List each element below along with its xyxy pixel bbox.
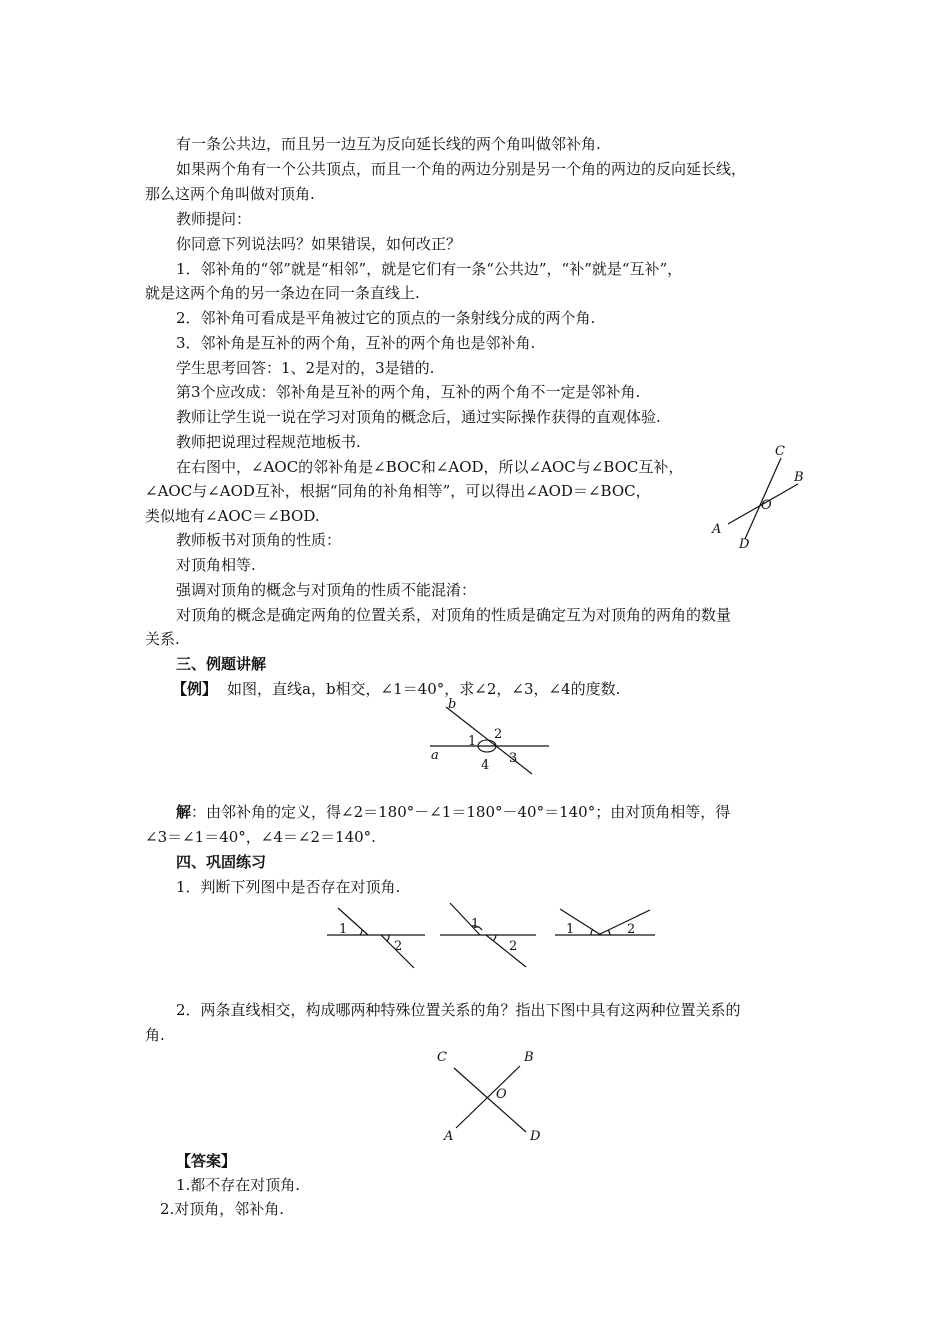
example-tag: 【例】 (172, 680, 218, 698)
slant-line-2 (598, 910, 650, 935)
text-line: 教师提问： (176, 210, 252, 228)
label-a: a (431, 748, 439, 763)
text-line: 教师板书对顶角的性质： (176, 531, 342, 549)
angle-4-label: 4 (481, 758, 490, 773)
text-line: 2．邻补角可看成是平角被过它的顶点的一条射线分成的两个角. (176, 309, 596, 327)
text-line: ∠AOC与∠AOD互补，根据“同角的补角相等”，可以得出∠AOD＝∠BOC， (145, 482, 651, 500)
angle-1-label: 1 (339, 922, 348, 937)
label-a: A (444, 1129, 454, 1144)
solution-text: ：由邻补角的定义，得∠2＝180°－∠1＝180°－40°＝140°；由对顶角相等，得 (191, 803, 731, 821)
angle-2-label: 2 (494, 727, 503, 742)
angle-1-label: 1 (468, 734, 477, 749)
text-line: 那么这两个角叫做对顶角. (145, 185, 315, 203)
solution-tag: 解 (176, 803, 192, 821)
angle-3-label: 3 (509, 751, 518, 766)
angle-1-label: 1 (471, 917, 480, 932)
angle-2-label: 2 (509, 939, 518, 954)
question-line: 2．两条直线相交，构成哪两种特殊位置关系的角？指出下图中具有这两种位置关系的 (176, 1001, 741, 1019)
label-b: B (524, 1050, 534, 1065)
text-line: 3．邻补角是互补的两个角，互补的两个角也是邻补角. (176, 334, 536, 352)
text-line: 强调对顶角的概念与对顶角的性质不能混淆： (176, 581, 477, 599)
label-c: C (775, 444, 785, 459)
question-line: 1．判断下列图中是否存在对顶角. (176, 878, 401, 896)
figure-intersecting-lines-1 (700, 440, 815, 550)
text-line: 有一条公共边，而且另一边互为反向延长线的两个角叫做邻补角. (176, 135, 601, 153)
text-line: 关系. (145, 630, 180, 648)
answer-line: 2.对顶角，邻补角. (160, 1200, 285, 1218)
solution-line (176, 802, 730, 822)
figure-example-angles (425, 697, 555, 779)
section-heading: 四、巩固练习 (176, 853, 267, 871)
line-cd (454, 1068, 526, 1132)
text-line: 第3个应改成：邻补角是互补的两个角，互补的两个角不一定是邻补角. (176, 383, 641, 401)
figure-exercise-2 (432, 1044, 550, 1150)
figure-exercise-1a (325, 900, 430, 972)
angle-arc-1 (360, 930, 362, 935)
text-line: 在右图中，∠AOC的邻补角是∠BOC和∠AOD，所以∠AOC与∠BOC互补， (176, 458, 684, 476)
angle-arc-2 (493, 935, 496, 941)
text-line: 对顶角相等. (176, 556, 256, 574)
slant-line-2 (486, 935, 526, 967)
example-line (172, 679, 620, 699)
text-line: 类似地有∠AOC＝∠BOD. (145, 507, 320, 525)
example-text: 如图，直线a，b相交，∠1＝40°，求∠2，∠3，∠4的度数. (227, 680, 621, 698)
label-c: C (437, 1050, 447, 1065)
question-line: 角. (145, 1026, 165, 1044)
angle-arc-1 (591, 929, 593, 935)
text-line: 你同意下列说法吗？如果错误，如何改正？ (176, 235, 462, 253)
angle-arc-2 (387, 935, 389, 941)
angle-1-label: 1 (566, 922, 575, 937)
angle-2-label: 2 (394, 939, 403, 954)
answer-line: 1.都不存在对顶角. (176, 1176, 301, 1194)
label-b: B (794, 470, 804, 485)
text-line: 教师把说理过程规范地板书. (176, 433, 361, 451)
label-o: O (496, 1087, 507, 1102)
figure-exercise-1b (438, 900, 543, 972)
angle-arc-2 (608, 930, 610, 935)
angle-2-label: 2 (627, 922, 636, 937)
text-line: 学生思考回答：1、2是对的，3是错的. (176, 359, 435, 377)
figure-exercise-1c (553, 900, 658, 972)
text-line: 教师让学生说一说在学习对顶角的概念后，通过实际操作获得的直观体验. (176, 408, 661, 426)
text-line: 对顶角的概念是确定两角的位置关系，对顶角的性质是确定互为对顶角的两角的数量 (176, 606, 732, 624)
solution-line: ∠3＝∠1＝40°，∠4＝∠2＝140°. (145, 828, 376, 846)
text-line: 如果两个角有一个公共顶点，而且一个角的两边分别是另一个角的两边的反向延长线， (176, 160, 747, 178)
section-heading: 三、例题讲解 (176, 655, 267, 673)
label-d: D (739, 537, 750, 552)
text-line: 1．邻补角的“邻”就是“相邻”，就是它们有一条“公共边”，“补”就是“互补”， (176, 260, 683, 278)
label-o: O (761, 498, 772, 513)
answer-tag: 【答案】 (176, 1152, 237, 1170)
text-line: 就是这两个角的另一条边在同一条直线上. (145, 284, 420, 302)
label-b: b (448, 697, 457, 712)
label-a: A (712, 522, 722, 537)
label-d: D (530, 1129, 541, 1144)
